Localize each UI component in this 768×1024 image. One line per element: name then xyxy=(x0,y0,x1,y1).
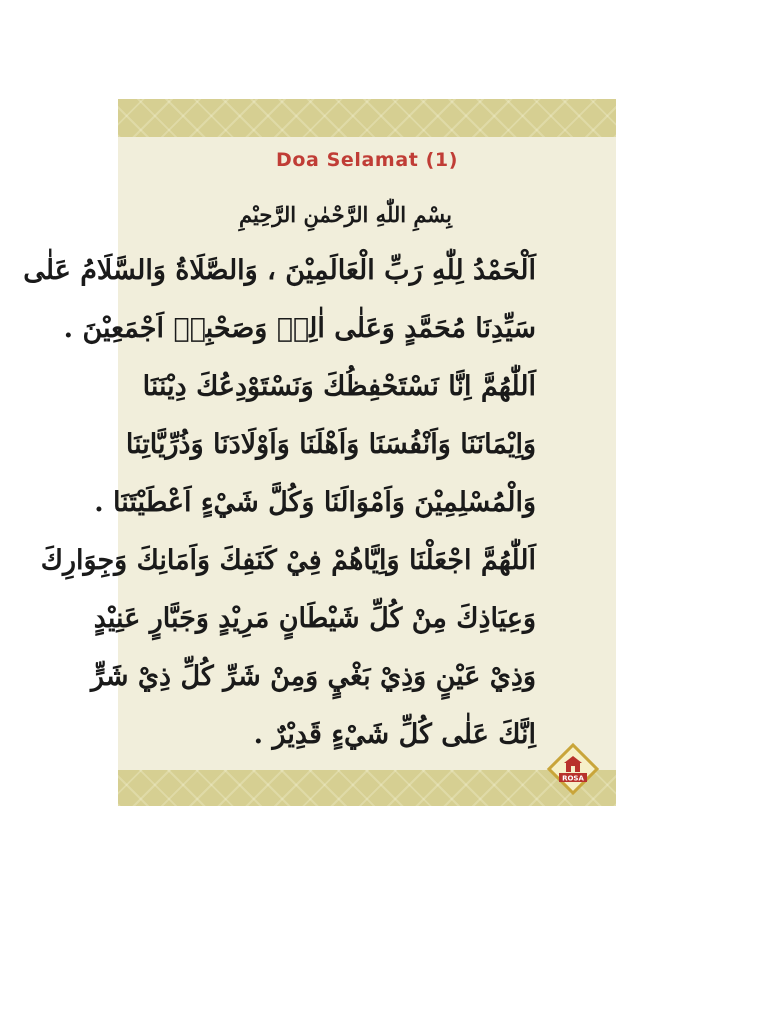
mosque-logo-icon xyxy=(547,743,599,795)
prayer-line: وَالْمُسْلِمِيْنَ وَاَمْوَالَنَا وَكُلَّ شَيْءٍ اَعْطَيْتَنَا . xyxy=(94,487,536,518)
prayer-line: اَللّٰهُمَّ اجْعَلْنَا وَاِيَّاهُمْ فِيْ كَنَفِكَ وَاَمَانِكَ وَجِوَارِكَ xyxy=(40,545,536,576)
prayer-line: وَذِيْ عَيْنٍ وَذِيْ بَغْيٍ وَمِنْ شَرِّ كُلِّ ذِيْ شَرٍّ xyxy=(91,661,536,692)
prayer-line: اَللّٰهُمَّ اِنَّا نَسْتَحْفِظُكَ وَنَسْتَوْدِعُكَ دِيْنَنَا xyxy=(142,371,536,402)
prayer-line: سَيِّدِنَا مُحَمَّدٍ وَعَلٰى اٰلِهٖ وَصَحْبِهٖ اَجْمَعِيْنَ . xyxy=(63,313,536,344)
prayer-line: وَعِيَاذِكَ مِنْ كُلِّ شَيْطَانٍ مَرِيْدٍ وَجَبَّارٍ عَنِيْدٍ xyxy=(93,603,536,634)
prayer-card xyxy=(23,99,616,806)
prayer-line: اَلْحَمْدُ لِلّٰهِ رَبِّ الْعَالَمِيْنَ ، وَالصَّلَاةُ وَالسَّلَامُ عَلٰى xyxy=(23,255,536,286)
bottom-ornament-band xyxy=(118,770,616,806)
prayer-line: اِنَّكَ عَلٰى كُلِّ شَيْءٍ قَدِيْرٌ . xyxy=(253,719,536,750)
prayer-line: وَاِيْمَانَنَا وَاَنْفُسَنَا وَاَهْلَنَا وَاَوْلَادَنَا وَذُرِّيَّاتِنَا xyxy=(125,429,536,460)
page-title: Doa Selamat (1) xyxy=(275,149,459,171)
basmala-line: بِسْمِ اللّٰهِ الرَّحْمٰنِ الرَّحِيْمِ xyxy=(239,202,452,227)
badge-label: ROSA xyxy=(562,774,584,783)
top-ornament-band xyxy=(118,99,616,137)
